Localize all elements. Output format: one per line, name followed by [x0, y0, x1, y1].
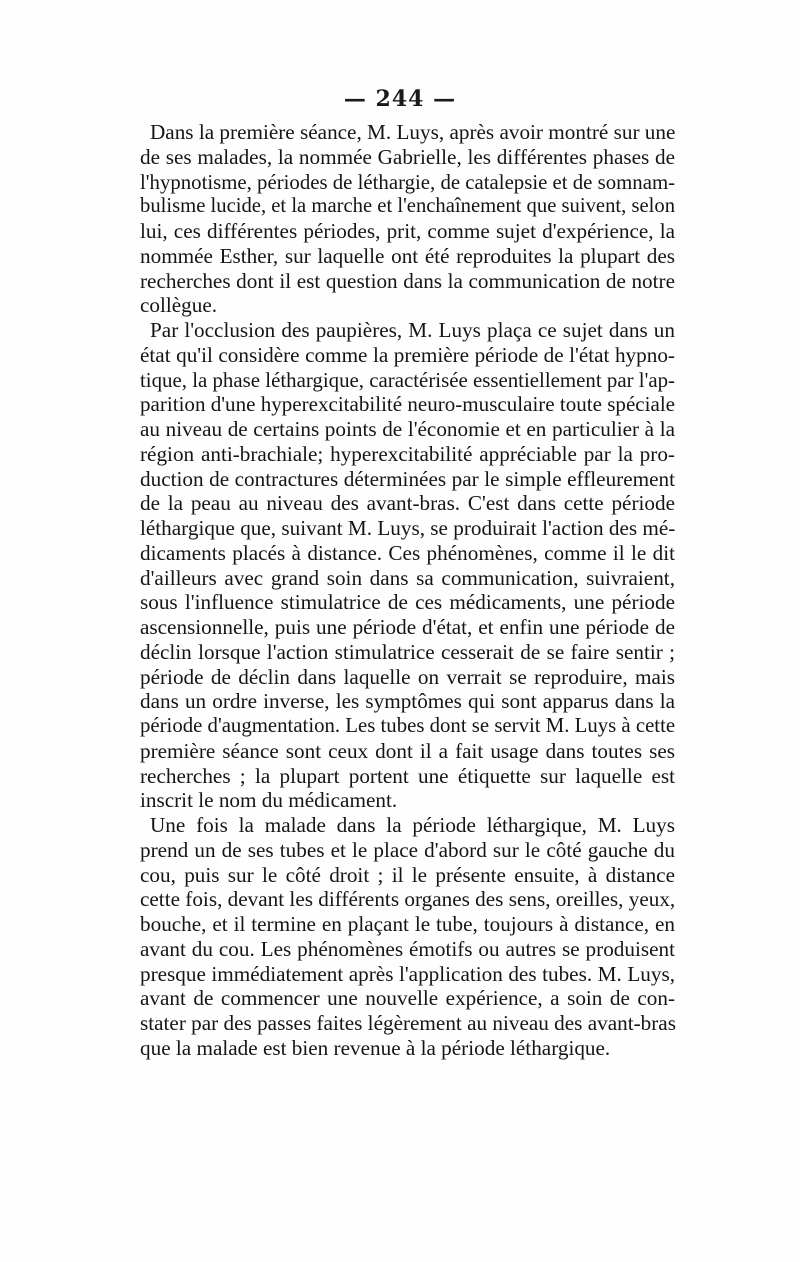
text-line: Par l'occlusion des paupières, M. Luys plaça ce sujet dans un	[150, 318, 675, 342]
text-line: recherches ; la plupart portent une étiquette sur laquelle est	[140, 763, 675, 788]
text-line: dicaments placés à distance. Ces phénomènes, comme il le dit	[140, 540, 675, 565]
text-line: état qu'il considère comme la première période de l'état hypno-	[140, 342, 675, 367]
text-line: sous l'influence stimulatrice de ces médicaments, une période	[140, 590, 675, 615]
text-line: léthargique que, suivant M. Luys, se produirait l'action des mé-	[140, 516, 676, 540]
paragraph	[140, 318, 675, 813]
text-line: région anti-brachiale; hyperexcitabilité appréciable par la pro-	[140, 441, 675, 466]
text-line: inscrit le nom du médicament.	[140, 788, 398, 813]
paragraph	[140, 813, 675, 1061]
text-line: parition d'une hyperexcitabilité neuro-musculaire toute spéciale	[140, 392, 676, 417]
text-line: lui, ces différentes périodes, prit, comme sujet d'expérience, la	[140, 219, 675, 243]
text-line: nommée Esther, sur laquelle ont été reproduites la plupart des	[140, 243, 675, 268]
text-line: tique, la phase léthargique, caractérisée essentiellement par l'ap-	[140, 367, 675, 392]
text-line: au niveau de certains points de l'économie et en particulier à la	[140, 417, 675, 441]
text-line: de ses malades, la nommée Gabrielle, les différentes phases de	[140, 144, 675, 169]
paragraph	[140, 120, 675, 318]
text-line: d'ailleurs avec grand soin dans sa communication, suivraient,	[140, 565, 675, 590]
text-line: l'hypnotisme, périodes de léthargie, de catalepsie et de somnam-	[140, 169, 676, 194]
text-line: ascensionnelle, puis une période d'état, et enfin une période de	[140, 615, 675, 639]
text-line: cette fois, devant les différents organes des sens, oreilles, yeux,	[140, 887, 676, 912]
text-line: bouche, et il termine en plaçant le tube, toujours à distance, en	[140, 912, 675, 936]
text-line: avant de commencer une nouvelle expérience, a soin de con-	[140, 986, 675, 1011]
text-line: première séance sont ceux dont il a fait usage dans toutes ses	[140, 738, 675, 763]
text-line: cou, puis sur le côté droit ; il le présente ensuite, à distance	[140, 862, 675, 887]
text-line: que la malade est bien revenue à la période léthargique.	[140, 1035, 611, 1060]
text-line: duction de contractures déterminées par le simple effleurement	[140, 466, 675, 491]
text-line: déclin lorsque l'action stimulatrice cesserait de se faire sentir ;	[140, 639, 675, 664]
page-number: — 244 —	[343, 86, 457, 112]
text-line: stater par des passes faites légèrement au niveau des avant-bras	[140, 1011, 676, 1035]
text-line: recherches dont il est question dans la communication de notre	[140, 268, 675, 293]
body-text	[140, 120, 675, 1061]
text-line: presque immédiatement après l'application des tubes. M. Luys,	[140, 961, 675, 986]
text-line: prend un de ses tubes et le place d'abord sur le côté gauche du	[140, 837, 675, 862]
text-line: période d'augmentation. Les tubes dont se servit M. Luys à cette	[140, 714, 676, 737]
text-line: de la peau au niveau des avant-bras. C'est dans cette période	[140, 491, 675, 516]
text-line: période de déclin dans laquelle on verrait se reproduire, mais	[140, 664, 675, 689]
text-line: Dans la première séance, M. Luys, après avoir montré sur une	[150, 120, 676, 144]
text-line: Une fois la malade dans la période léthargique, M. Luys	[150, 813, 675, 837]
text-line: dans un ordre inverse, les symptômes qui sont apparus dans la	[140, 689, 675, 714]
text-line: bulisme lucide, et la marche et l'enchaînement que suivent, selon	[140, 195, 676, 218]
text-line: avant du cou. Les phénomènes émotifs ou autres se produisent	[140, 936, 675, 961]
text-line: collègue.	[140, 293, 218, 318]
